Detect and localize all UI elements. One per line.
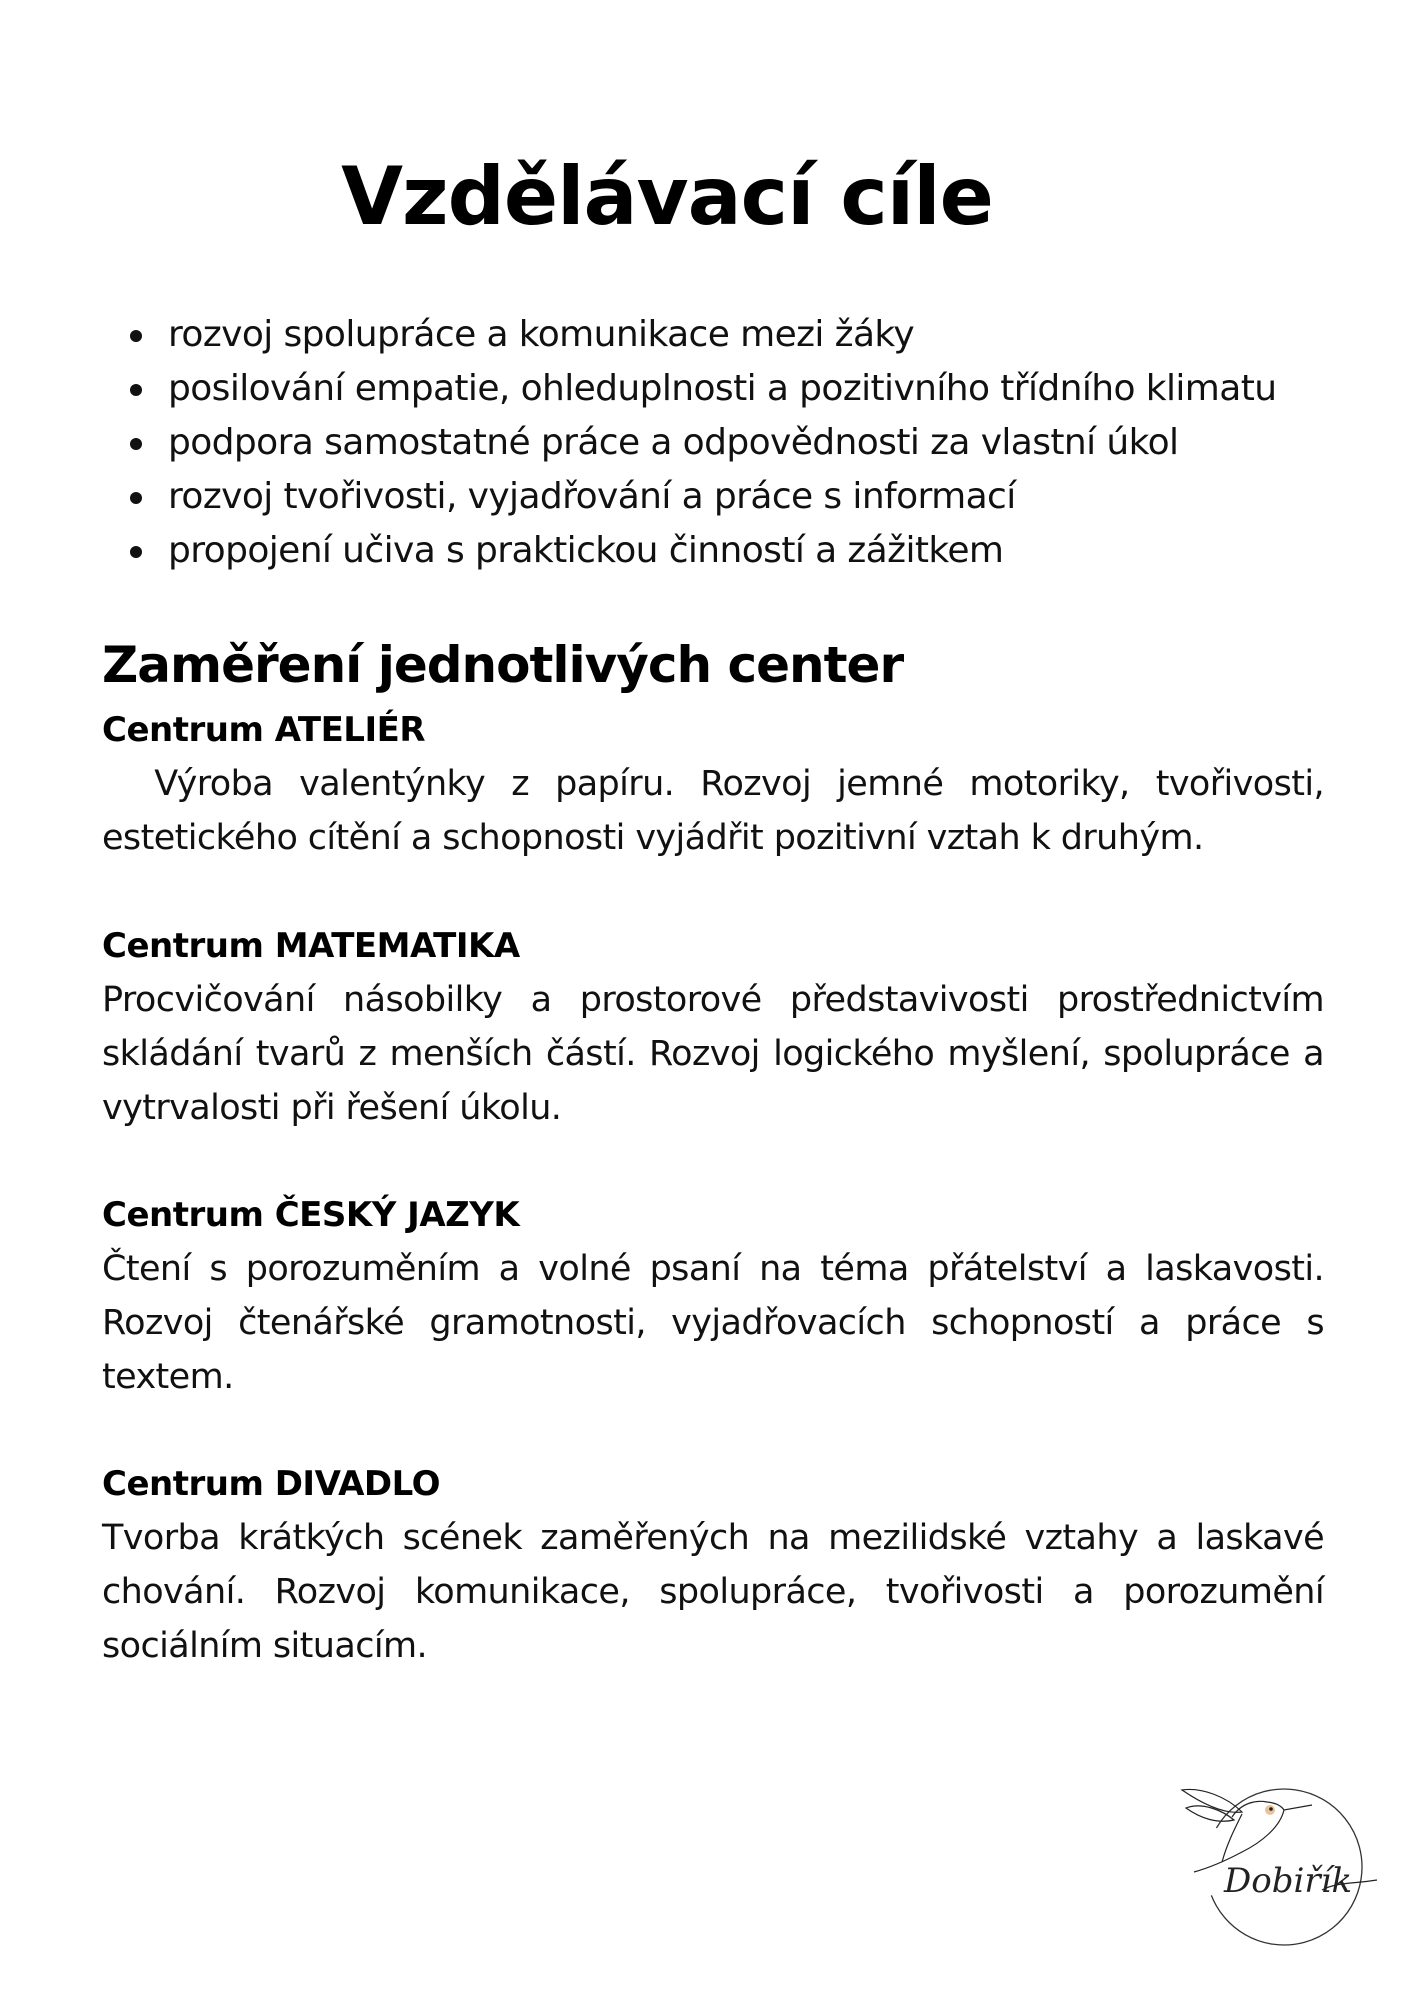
centers-heading: Zaměření jednotlivých center — [102, 636, 904, 694]
goal-text: rozvoj tvořivosti, vyjadřování a práce s informací — [168, 476, 1016, 517]
bullet-icon — [130, 384, 142, 396]
bullet-icon — [130, 492, 142, 504]
center-description: Tvorba krátkých scének zaměřených na mezilidské vztahy a laskavé chování. Rozvoj komunikace, spolupráce, tvořivosti a porozumění sociálním situacím. — [102, 1518, 1324, 1666]
goal-text: posilování empatie, ohleduplnosti a pozitivního třídního klimatu — [168, 368, 1277, 409]
goals-list — [130, 308, 1276, 578]
logo-text: Dobiřík — [1224, 1861, 1353, 1901]
hummingbird-logo-icon — [1172, 1772, 1382, 1952]
center-title: Centrum ATELIÉR — [102, 710, 426, 750]
goal-text: rozvoj spolupráce a komunikace mezi žáky — [168, 314, 915, 355]
center-matematika — [102, 919, 1324, 1135]
page-title: Vzdělávací cíle — [341, 150, 993, 243]
goal-text: podpora samostatné práce a odpovědnosti za vlastní úkol — [168, 422, 1179, 463]
center-atelier — [102, 703, 1324, 865]
bullet-icon — [130, 330, 142, 342]
center-title: Centrum DIVADLO — [102, 1464, 440, 1504]
center-divadlo — [102, 1457, 1324, 1673]
goal-item — [130, 308, 1276, 362]
center-description: Výroba valentýnky z papíru. Rozvoj jemné motoriky, tvořivosti, estetického cítění a schopnosti vyjádřit pozitivní vztah k druhým. — [102, 764, 1324, 858]
center-cesky-jazyk — [102, 1188, 1324, 1404]
goal-item — [130, 524, 1276, 578]
goal-text: propojení učiva s praktickou činností a zážitkem — [168, 530, 1004, 571]
goal-item — [130, 470, 1276, 524]
center-title: Centrum MATEMATIKA — [102, 926, 520, 966]
goal-item — [130, 362, 1276, 416]
center-description: Procvičování násobilky a prostorové představivosti prostřednictvím skládání tvarů z menších částí. Rozvoj logického myšlení, spolupráce a vytrvalosti při řešení úkolu. — [102, 980, 1324, 1128]
goal-item — [130, 416, 1276, 470]
center-title: Centrum ČESKÝ JAZYK — [102, 1195, 520, 1235]
center-description: Čtení s porozuměním a volné psaní na téma přátelství a laskavosti. Rozvoj čtenářské gramotnosti, vyjadřovacích schopností a práce s textem. — [102, 1249, 1324, 1397]
bullet-icon — [130, 546, 142, 558]
bullet-icon — [130, 438, 142, 450]
